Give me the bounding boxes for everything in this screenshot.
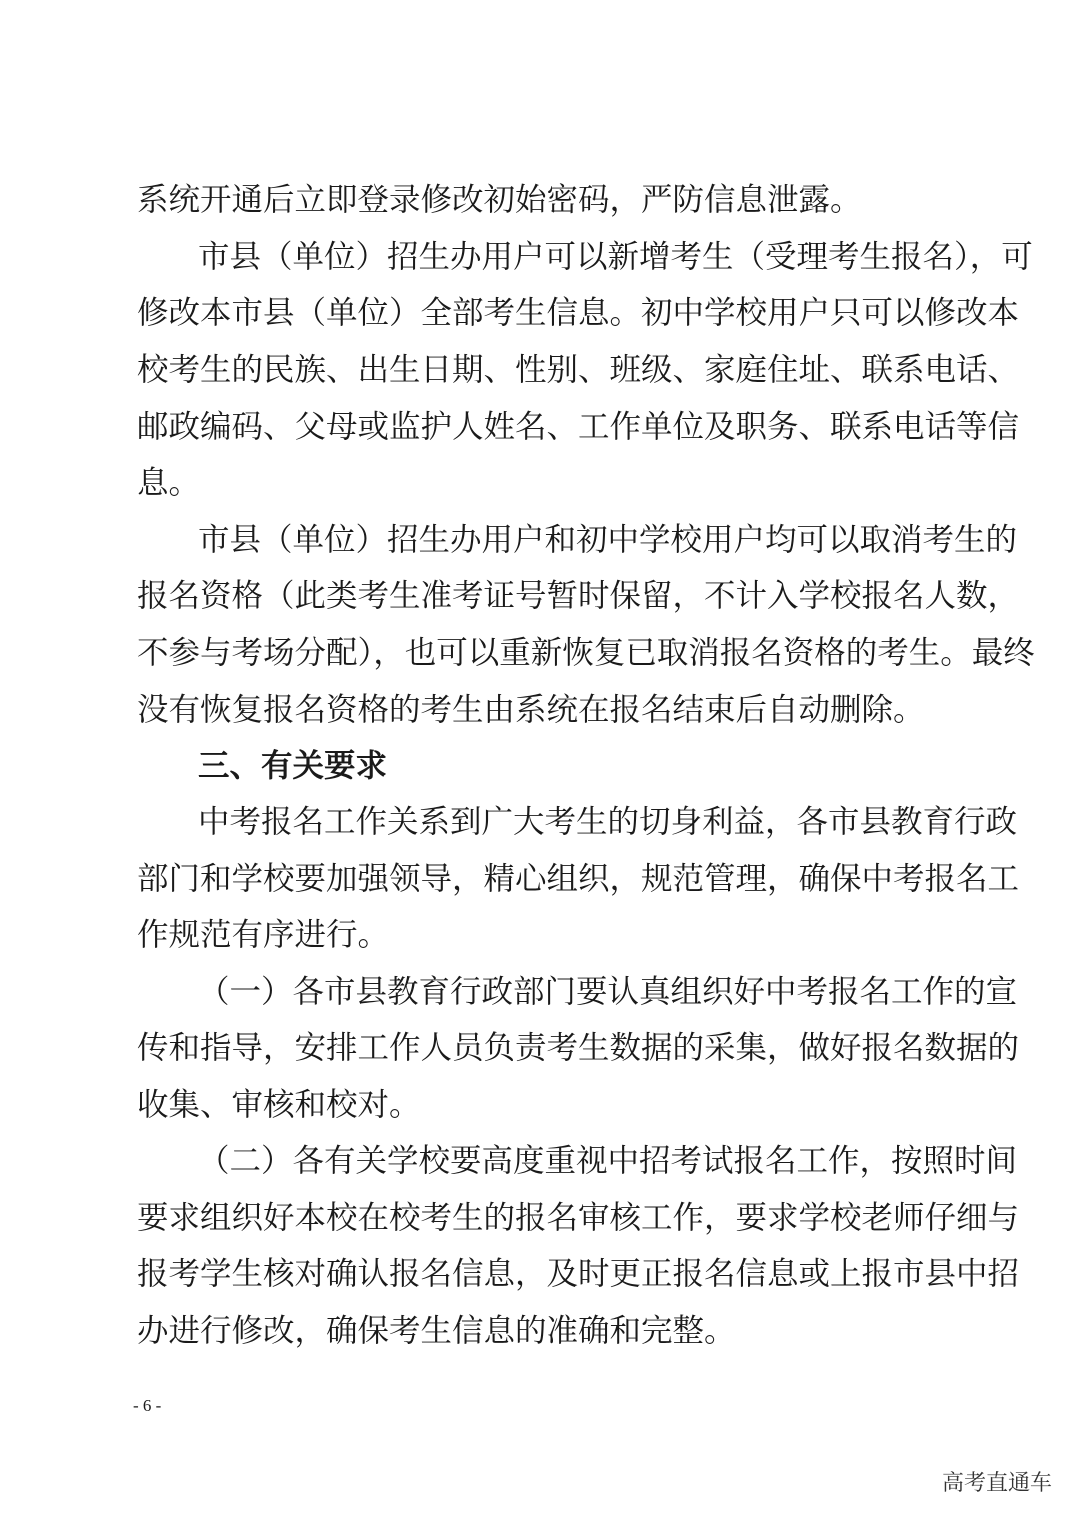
body-line-13: 部门和学校要加强领导，精心组织，规范管理，确保中考报名工	[137, 861, 1020, 897]
body-line-20: 报考学生核对确认报名信息，及时更正报名信息或上报市县中招	[137, 1256, 1020, 1292]
body-line-8: 报名资格（此类考生准考证号暂时保留，不计入学校报名人数，	[137, 578, 1020, 614]
body-line-2: 市县（单位）招生办用户可以新增考生（受理考生报名），可	[198, 239, 1033, 275]
body-line-15: （一）各市县教育行政部门要认真组织好中考报名工作的宣	[198, 974, 1018, 1010]
body-line-7: 市县（单位）招生办用户和初中学校用户均可以取消考生的	[198, 522, 1018, 558]
section-heading: 三、有关要求	[198, 748, 388, 784]
watermark-label: 高考直通车	[941, 1471, 1052, 1496]
body-line-5: 邮政编码、父母或监护人姓名、工作单位及职务、联系电话等信	[137, 409, 1020, 445]
body-line-1: 系统开通后立即登录修改初始密码，严防信息泄露。	[137, 182, 862, 218]
body-line-6: 息。	[137, 465, 201, 501]
body-line-17: 收集、审核和校对。	[137, 1087, 421, 1123]
body-line-3: 修改本市县（单位）全部考生信息。初中学校用户只可以修改本	[137, 295, 1020, 331]
body-line-4: 校考生的民族、出生日期、性别、班级、家庭住址、联系电话、	[137, 352, 1020, 388]
body-line-10: 没有恢复报名资格的考生由系统在报名结束后自动删除。	[137, 692, 925, 728]
body-line-14: 作规范有序进行。	[137, 917, 390, 953]
page-number: - 6 -	[133, 1396, 162, 1415]
body-line-19: 要求组织好本校在校考生的报名审核工作，要求学校老师仔细与	[137, 1200, 1020, 1236]
body-line-18: （二）各有关学校要高度重视中招考试报名工作，按照时间	[198, 1143, 1018, 1179]
body-line-12: 中考报名工作关系到广大考生的切身利益，各市县教育行政	[198, 804, 1018, 840]
body-line-21: 办进行修改，确保考生信息的准确和完整。	[137, 1313, 736, 1349]
body-line-9: 不参与考场分配），也可以重新恢复已取消报名资格的考生。最终	[137, 635, 1035, 671]
body-line-16: 传和指导，安排工作人员负责考生数据的采集，做好报名数据的	[137, 1030, 1020, 1066]
